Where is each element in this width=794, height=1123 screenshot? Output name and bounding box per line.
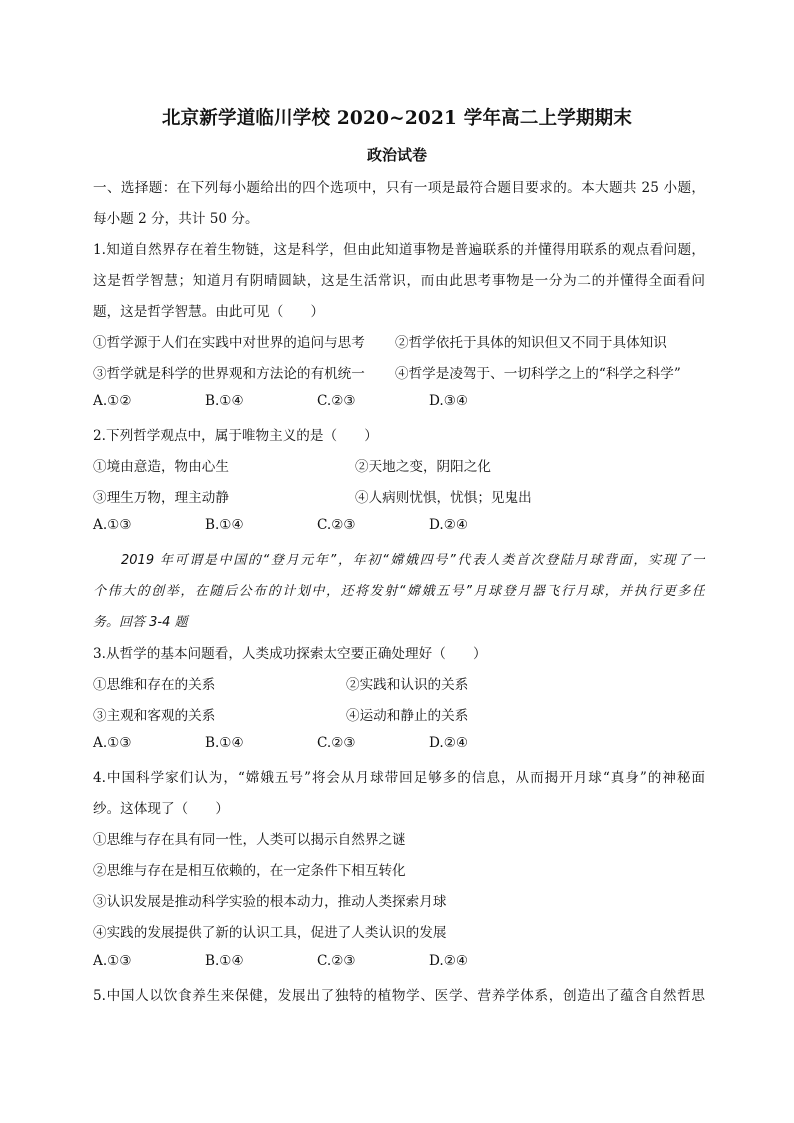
instructions-line: 一、选择题：在下列每小题给出的四个选项中，只有一项是最符合题目要求的。本大题共 25 小题，: [93, 180, 705, 196]
question-4-answer-b: B.①④: [205, 953, 244, 969]
question-1-answer-b: B.①④: [205, 393, 244, 409]
question-4-option: ①思维与存在具有同一性，人类可以揭示自然界之谜: [93, 832, 406, 848]
question-3-answer-a: A.①③: [93, 735, 132, 751]
question-1-stem: 1.知道自然界存在着生物链，这是科学，但由此知道事物是普遍联系的并懂得用联系的观点看问题，: [93, 242, 705, 258]
question-3-answer-d: D.②④: [429, 735, 469, 751]
question-4-answer-c: C.②③: [317, 953, 356, 969]
question-1-option: ①哲学源于人们在实践中对世界的追问与思考: [93, 335, 365, 351]
question-3-option: ①思维和存在的关系: [93, 677, 216, 693]
question-3-stem: 3.从哲学的基本问题看，人类成功探索太空要正确处理好（ ）: [93, 646, 487, 662]
question-2-option: ②天地之变，阴阳之化: [355, 459, 491, 475]
question-2-answer-d: D.②④: [429, 517, 469, 533]
question-5-stem: 5.中国人以饮食养生来保健，发展出了独特的植物学、医学、营养学体系，创造出了蕴含自然哲思: [93, 988, 705, 1004]
question-3-option: ②实践和认识的关系: [346, 677, 469, 693]
question-2-answer-c: C.②③: [317, 517, 356, 533]
question-1-option: ③哲学就是科学的世界观和方法论的有机统一: [93, 366, 365, 382]
question-1-answer-c: C.②③: [317, 393, 356, 409]
passage-line: 个伟大的创举，在随后公布的计划中，还将发射“嫦娥五号”月球登月器飞行月球，并执行更多任: [93, 584, 705, 599]
question-1-stem: 题，这是哲学智慧。由此可见（ ）: [93, 304, 325, 320]
question-2-option: ①境由意造，物由心生: [93, 459, 229, 475]
question-1-option: ②哲学依托于具体的知识但又不同于具体知识: [395, 335, 667, 351]
passage-line: 2019 年可谓是中国的“登月元年”，年初“嫦娥四号”代表人类首次登陆月球背面，实现了一: [121, 553, 705, 568]
question-2-answer-b: B.①④: [205, 517, 244, 533]
question-4-stem: 4.中国科学家们认为，“嫦娥五号”将会从月球带回足够多的信息，从而揭开月球“真身”的神秘面: [93, 770, 705, 786]
question-4-stem: 纱。这体现了（ ）: [93, 801, 229, 817]
question-4-option: ④实践的发展提供了新的认识工具，促进了人类认识的发展: [93, 925, 447, 941]
instructions-line: 每小题 2 分，共计 50 分。: [93, 211, 259, 227]
question-2-stem: 2.下列哲学观点中，属于唯物主义的是（ ）: [93, 428, 378, 444]
exam-title: 北京新学道临川学校 2020~2021 学年高二上学期期末: [161, 108, 633, 129]
question-1-answer-a: A.①②: [93, 393, 132, 409]
question-4-answer-a: A.①③: [93, 953, 132, 969]
question-1-stem: 这是哲学智慧；知道月有阴晴圆缺，这是生活常识，而由此思考事物是一分为二的并懂得全面看问: [93, 273, 705, 289]
question-2-option: ④人病则忧惧，忧惧；见鬼出: [355, 490, 532, 506]
question-3-answer-c: C.②③: [317, 735, 356, 751]
question-3-option: ④运动和静止的关系: [346, 708, 469, 724]
question-1-option: ④哲学是凌驾于、一切科学之上的“科学之科学”: [395, 366, 681, 382]
question-4-answer-d: D.②④: [429, 953, 469, 969]
question-3-answer-b: B.①④: [205, 735, 244, 751]
passage-line: 务。回答 3-4 题: [93, 615, 188, 630]
question-1-answer-d: D.③④: [429, 393, 469, 409]
question-2-option: ③理生万物，理主动静: [93, 490, 229, 506]
question-3-option: ③主观和客观的关系: [93, 708, 216, 724]
question-4-option: ③认识发展是推动科学实验的根本动力，推动人类探索月球: [93, 894, 447, 910]
question-2-answer-a: A.①③: [93, 517, 132, 533]
question-4-option: ②思维与存在是相互依赖的，在一定条件下相互转化: [93, 863, 406, 879]
exam-subtitle: 政治试卷: [366, 146, 427, 164]
